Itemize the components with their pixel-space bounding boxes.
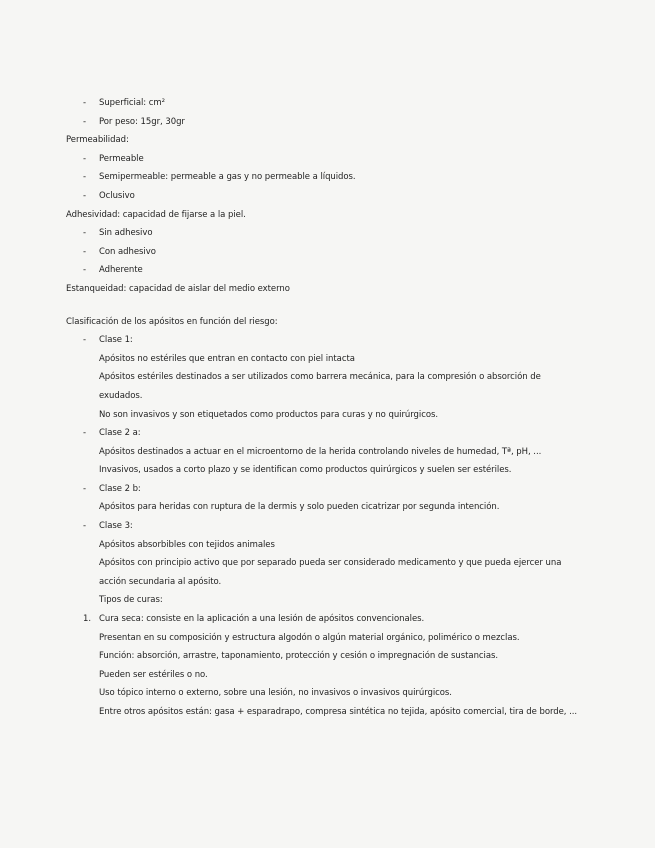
paragraph-line: Uso tópico interno o externo, sobre una lesión, no invasivos o invasivos quirúrgicos. xyxy=(99,688,452,699)
paragraph-line: Apósitos absorbibles con tejidos animales xyxy=(99,539,275,550)
list-item: - Sin adhesivo xyxy=(83,228,153,239)
tipos-de-curas-heading: Tipos de curas: xyxy=(99,595,163,606)
paragraph-line: Pueden ser estériles o no. xyxy=(99,669,208,680)
list-item: - Superficial: cm² xyxy=(66,94,586,113)
permeabilidad-heading: Permeabilidad: xyxy=(66,135,129,146)
paragraph-line: Entre otros apósitos están: gasa + esparadrapo, compresa sintética no tejida, apósito comercial, tira de borde, ... xyxy=(99,707,578,717)
paragraph-line: Función: absorción, arrastre, taponamiento, protección y cesión o impregnación de sustancias. xyxy=(99,651,499,662)
document-body xyxy=(66,94,586,722)
paragraph-line: Apósitos con principio activo que por separado pueda ser considerado medicamento y que pueda ejercer una acción secundaria al apósito. xyxy=(99,558,562,587)
paragraph-line: Apósitos estériles destinados a ser utilizados como barrera mecánica, para la compresión o absorción de exudados. xyxy=(99,372,541,401)
paragraph-line: Presentan en su composición y estructura algodón o algún material orgánico, polimérico o mezclas. xyxy=(99,632,520,643)
clase-1-heading: - Clase 1: xyxy=(83,335,133,346)
clase-2b-heading: - Clase 2 b: xyxy=(83,483,141,494)
paragraph-line: Invasivos, usados a corto plazo y se identifican como productos quirúrgicos y suelen ser estériles. xyxy=(99,465,512,476)
clase-2a-heading: - Clase 2 a: xyxy=(83,428,141,439)
clasificacion-heading: Clasificación de los apósitos en función del riesgo: xyxy=(66,316,278,327)
estanqueidad-text: Estanqueidad: capacidad de aislar del medio externo xyxy=(66,283,290,294)
adhesividad-heading: Adhesividad: capacidad de fijarse a la piel. xyxy=(66,209,246,220)
paragraph-line: Apósitos no estériles que entran en contacto con piel intacta xyxy=(99,353,355,364)
list-item: - Oclusivo xyxy=(83,190,135,201)
paragraph-line: No son invasivos y son etiquetados como productos para curas y no quirúrgicos. xyxy=(99,409,439,420)
list-item: - Semipermeable: permeable a gas y no permeable a líquidos. xyxy=(83,172,356,183)
list-item: - Con adhesivo xyxy=(83,246,156,257)
list-item: - Adherente xyxy=(83,265,143,276)
paragraph-line: Apósitos destinados a actuar en el microentorno de la herida controlando niveles de humedad, Tª, pH, ... xyxy=(99,446,542,457)
list-item: - Por peso: 15gr, 30gr xyxy=(66,113,586,132)
clase-3-heading: - Clase 3: xyxy=(83,521,133,532)
list-item: - Permeable xyxy=(83,153,144,164)
cura-seca-heading: 1. Cura seca: consiste en la aplicación a una lesión de apósitos convencionales. xyxy=(83,614,425,625)
por-peso-text: Por peso: 15gr, 30gr xyxy=(99,116,185,127)
superficial-text: Superficial: cm² xyxy=(99,98,165,108)
paragraph-line: Apósitos para heridas con ruptura de la dermis y solo pueden cicatrizar por segunda intención. xyxy=(99,502,500,513)
